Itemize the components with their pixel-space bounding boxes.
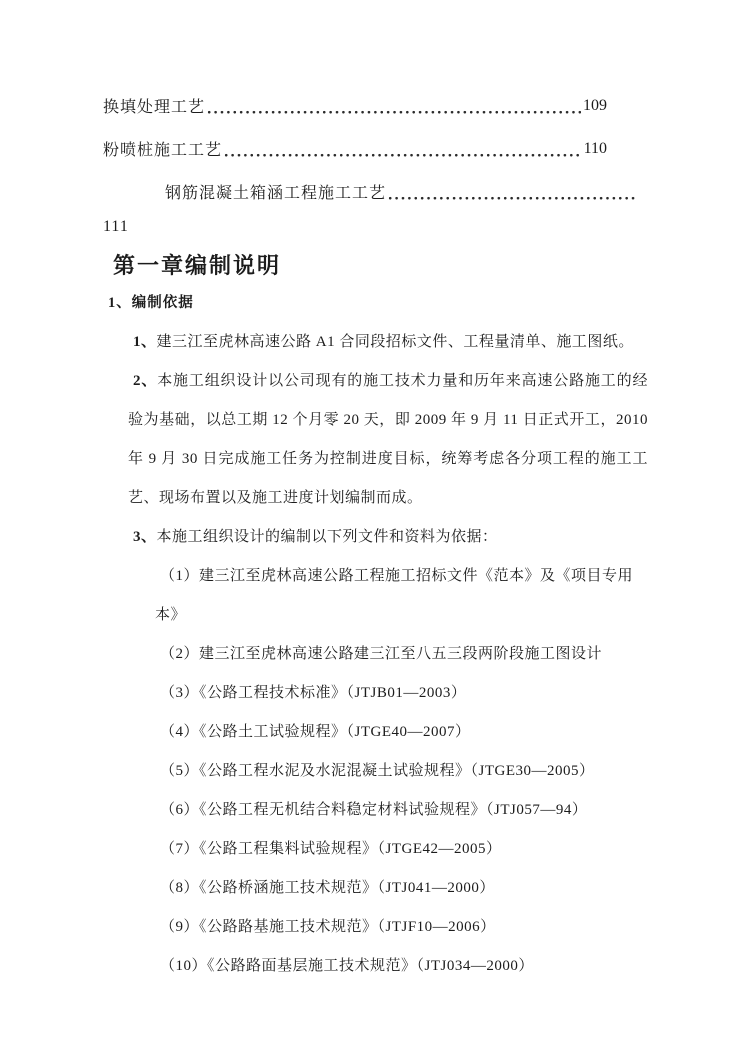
reference-item: （7）《公路工程集料试验规程》（JTGE42—2005） — [160, 841, 502, 857]
reference-item: （6）《公路工程无机结合料稳定材料试验规程》（JTJ057—94） — [160, 802, 588, 818]
reference-item: （2）建三江至虎林高速公路建三江至八五三段两阶段施工图设计 — [160, 646, 603, 662]
reference-item: （10）《公路路面基层施工技术规范》（JTJ034—2000） — [160, 958, 534, 974]
toc-entry — [103, 127, 637, 170]
reference-item: （5）《公路工程水泥及水泥混凝土试验规程》（JTGE30—2005） — [160, 763, 595, 779]
paragraph — [128, 323, 648, 362]
paragraph-number: 2、 — [133, 373, 158, 389]
reference-item: （9）《公路路基施工技术规范》（JTJF10—2006） — [160, 919, 496, 935]
dot-leader — [224, 153, 582, 158]
reference-item: （3）《公路工程技术标准》（JTJB01—2003） — [160, 685, 467, 701]
toc-entry-title: 钢筋混凝土箱涵工程施工工艺 — [165, 185, 387, 202]
paragraph — [128, 362, 648, 518]
toc-page-number: 109 — [583, 96, 607, 114]
toc-entry-title: 粉喷桩施工工艺 — [103, 142, 223, 159]
reference-item: （8）《公路桥涵施工技术规范》（JTJ041—2000） — [160, 880, 495, 896]
toc-overflow-page-number: 111 — [103, 218, 129, 235]
reference-item: （1）建三江至虎林高速公路工程施工招标文件《范本》及《项目专用本》 — [155, 568, 634, 623]
dot-leader — [388, 196, 635, 201]
section-title: 1、编制依据 — [108, 295, 194, 311]
toc-entry — [103, 170, 637, 213]
toc-page-number: 110 — [583, 139, 607, 157]
paragraph-number: 1、 — [133, 334, 157, 350]
section-body — [128, 323, 648, 986]
dot-leader — [207, 110, 581, 115]
chapter-title: 第一章编制说明 — [113, 253, 282, 278]
toc-entry-title: 换填处理工艺 — [103, 99, 206, 116]
toc-entry — [103, 84, 637, 127]
paragraph-number: 3、 — [133, 529, 157, 545]
paragraph-text: 建三江至虎林高速公路 A1 合同段招标文件、工程量清单、施工图纸。 — [156, 334, 634, 350]
reference-list — [155, 557, 648, 986]
paragraph-text: 本施工组织设计的编制以下列文件和资料为依据： — [156, 529, 498, 545]
paragraph-text: 本施工组织设计以公司现有的施工技术力量和历年来高速公路施工的经验为基础，以总工期 12 个月零 20 天，即 2009 年 9 月 11 日正式开工，2010 年 9 月 30 日完成施工任务为控制进度目标，统筹考虑各分项工程的施工工艺、现场布置以及施工进度计划编制而成。 — [128, 373, 648, 506]
reference-item: （4）《公路土工试验规程》（JTGE40—2007） — [160, 724, 471, 740]
toc-fragment — [103, 84, 637, 239]
paragraph — [128, 518, 648, 557]
